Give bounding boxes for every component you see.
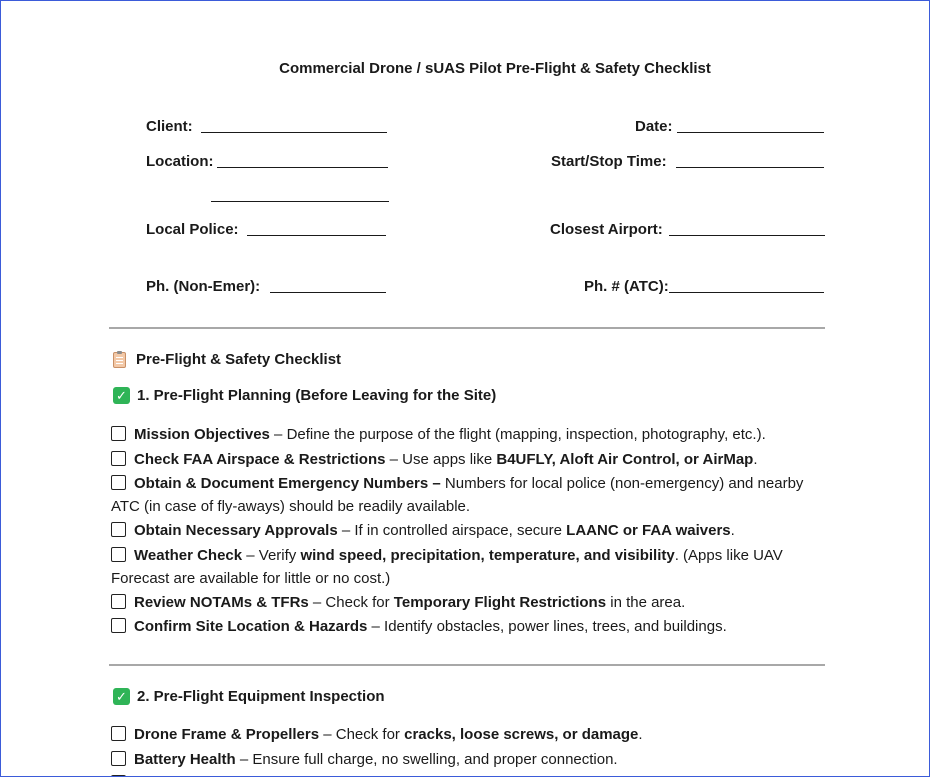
item-description-end: . <box>730 522 735 539</box>
closest-airport-label: Closest Airport: <box>550 221 663 238</box>
item-description: – Define the purpose of the flight (mapping, inspection, photography, etc.). <box>269 426 766 443</box>
item-description: – Check for <box>308 594 394 611</box>
checkbox[interactable] <box>111 522 126 537</box>
item-description: – Check for <box>319 726 405 743</box>
item-description: – Use apps like <box>385 451 497 468</box>
date-label: Date: <box>635 118 673 135</box>
item-title: Drone Frame & Propellers <box>134 726 320 743</box>
item-title: Weather Check <box>134 547 243 564</box>
checklist-item <box>111 591 831 614</box>
checklist-heading <box>113 351 341 368</box>
item-description-end: . <box>638 726 643 743</box>
section-2-title: 2. Pre-Flight Equipment Inspection <box>137 688 385 705</box>
checkbox[interactable] <box>111 751 126 766</box>
item-description: – Ensure full charge, no swelling, and proper connection. <box>235 751 618 768</box>
item-description-end: . <box>753 451 758 468</box>
item-emphasis: LAANC or FAA waivers <box>566 522 731 539</box>
item-title: Confirm Site Location & Hazards <box>134 618 368 635</box>
item-emphasis: cracks, loose screws, or damage <box>404 726 639 743</box>
checklist-item-partial <box>111 772 831 777</box>
item-emphasis: wind speed, precipitation, temperature, and visibility <box>300 547 675 564</box>
item-emphasis: B4UFLY, Aloft Air Control, or AirMap <box>496 451 754 468</box>
local-police-field[interactable] <box>247 235 386 236</box>
checkbox[interactable] <box>111 426 126 441</box>
check-mark-icon: ✓ <box>113 387 130 404</box>
document-title: Commercial Drone / sUAS Pilot Pre-Flight & Safety Checklist <box>279 60 711 77</box>
item-title: Obtain Necessary Approvals <box>134 522 338 539</box>
item-description: – Verify <box>242 547 301 564</box>
divider <box>109 327 825 329</box>
checkbox[interactable] <box>111 475 126 490</box>
checklist-item <box>111 723 831 746</box>
phone-non-emergency-field[interactable] <box>270 292 386 293</box>
section-2-heading <box>113 688 385 705</box>
location-field-line-2[interactable] <box>211 201 389 202</box>
local-police-label: Local Police: <box>146 221 239 238</box>
item-title: Check FAA Airspace & Restrictions <box>134 451 386 468</box>
start-stop-time-field[interactable] <box>676 167 824 168</box>
checklist-item <box>111 448 831 471</box>
checklist-item <box>111 423 831 446</box>
section-1-title: 1. Pre-Flight Planning (Before Leaving for the Site) <box>137 387 497 404</box>
phone-atc-field[interactable] <box>669 292 824 293</box>
item-title: Mission Objectives <box>134 426 270 443</box>
item-emphasis: Temporary Flight Restrictions <box>393 594 607 611</box>
item-description: Numbers for local police (non-emergency) and nearby ATC (in case of fly-aways) should be readily available. <box>111 475 804 515</box>
checklist-item <box>111 519 831 542</box>
checkbox[interactable] <box>111 618 126 633</box>
item-description-end: in the area. <box>606 594 686 611</box>
date-field[interactable] <box>677 132 824 133</box>
item-title: Battery Health <box>134 751 236 768</box>
checkbox[interactable] <box>111 451 126 466</box>
phone-atc-label: Ph. # (ATC): <box>584 278 669 295</box>
checkbox[interactable] <box>111 594 126 609</box>
clipboard-icon <box>113 352 126 368</box>
item-title: Obtain & Document Emergency Numbers – <box>134 475 441 492</box>
checklist-item <box>111 748 831 771</box>
client-label: Client: <box>146 118 193 135</box>
closest-airport-field[interactable] <box>669 235 825 236</box>
item-title: Review NOTAMs & TFRs <box>134 594 309 611</box>
checklist-heading-label: Pre-Flight & Safety Checklist <box>136 351 342 368</box>
checklist-item <box>111 615 831 638</box>
item-description: – If in controlled airspace, secure <box>337 522 567 539</box>
section-1-heading <box>113 387 496 404</box>
start-stop-time-label: Start/Stop Time: <box>551 153 667 170</box>
check-mark-icon: ✓ <box>113 688 130 705</box>
checklist-item <box>111 544 831 590</box>
divider <box>109 664 825 666</box>
location-label: Location: <box>146 153 214 170</box>
item-description-end: . (Apps like UAV Forecast are available for little or no cost.) <box>111 547 783 587</box>
checklist-item <box>111 472 831 518</box>
location-field[interactable] <box>217 167 388 168</box>
client-field[interactable] <box>201 132 387 133</box>
item-description: – Identify obstacles, power lines, trees, and buildings. <box>367 618 727 635</box>
checkbox[interactable] <box>111 547 126 562</box>
checkbox[interactable] <box>111 726 126 741</box>
phone-non-emergency-label: Ph. (Non-Emer): <box>146 278 261 295</box>
